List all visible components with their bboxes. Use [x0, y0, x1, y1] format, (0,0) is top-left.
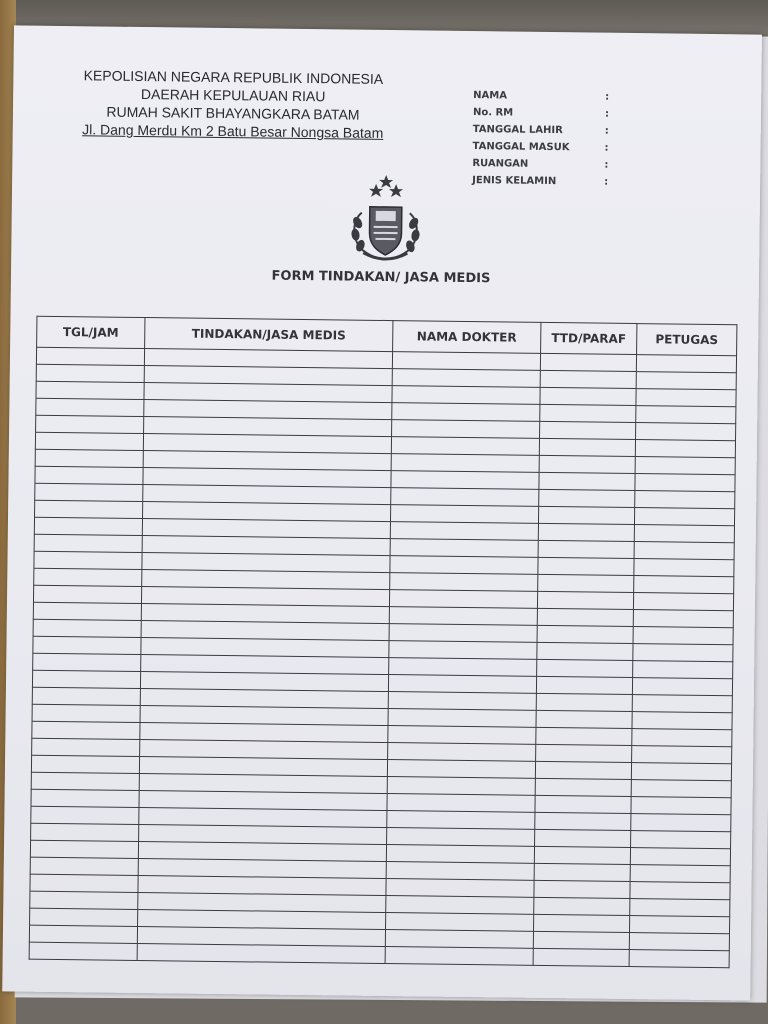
- table-cell: [388, 726, 536, 745]
- table-cell: [390, 556, 538, 575]
- table-cell: [636, 423, 736, 441]
- table-cell: [537, 591, 633, 609]
- table-cell: [34, 568, 142, 586]
- table-cell: [539, 489, 635, 507]
- table-cell: [35, 483, 143, 501]
- table-cell: [388, 675, 536, 694]
- table-cell: [537, 659, 633, 677]
- table-cell: [629, 916, 729, 934]
- table-cell: [29, 925, 137, 943]
- table-cell: [32, 670, 140, 688]
- table-cell: [633, 644, 733, 662]
- police-emblem-icon: [337, 174, 434, 263]
- table-cell: [536, 676, 632, 694]
- table-cell: [636, 355, 736, 373]
- table-cell: [386, 913, 534, 932]
- table-cell: [30, 840, 138, 858]
- table-cell: [540, 387, 636, 405]
- table-cell: [30, 891, 138, 909]
- table-cell: [385, 930, 533, 949]
- table-cell: [632, 712, 732, 730]
- table-cell: [631, 763, 731, 781]
- patient-info-label: TANGGAL MASUK: [472, 141, 570, 154]
- table-cell: [391, 488, 539, 507]
- table-cell: [630, 899, 730, 917]
- table-cell: [387, 828, 535, 847]
- police-emblem-svg: [337, 174, 434, 263]
- table-cell: [34, 517, 142, 535]
- table-cell: [31, 806, 139, 824]
- patient-info-row: [472, 172, 652, 191]
- table-cell: [35, 432, 143, 450]
- table-cell: [31, 755, 139, 773]
- header-line-3: RUMAH SAKIT BHAYANGKARA BATAM: [106, 103, 360, 123]
- institution-header: [53, 66, 414, 142]
- table-cell: [386, 862, 534, 881]
- table-cell: [539, 455, 635, 473]
- table-cell: [391, 471, 539, 490]
- table-cell: [538, 540, 634, 558]
- table-cell: [634, 559, 734, 577]
- table-cell: [540, 353, 636, 371]
- table-cell: [633, 610, 733, 628]
- table-cell: [634, 576, 734, 594]
- table-cell: [535, 761, 631, 779]
- table-cell: [386, 845, 534, 864]
- table-cell: [392, 386, 540, 405]
- table-cell: [392, 369, 540, 388]
- table-cell: [387, 777, 535, 796]
- table-cell: [636, 406, 736, 424]
- table-cell: [538, 574, 634, 592]
- table-cell: [636, 372, 736, 390]
- table-cell: [536, 693, 632, 711]
- table-cell: [387, 811, 535, 830]
- table-body: [29, 347, 736, 968]
- table-cell: [390, 539, 538, 558]
- table-cell: [391, 454, 539, 473]
- column-header-action: TINDAKAN/JASA MEDIS: [145, 318, 393, 352]
- table-cell: [536, 727, 632, 745]
- table-cell: [632, 678, 732, 696]
- medical-action-table: [29, 316, 738, 969]
- table-cell: [386, 879, 534, 898]
- table-cell: [534, 897, 630, 915]
- table-cell: [35, 500, 143, 518]
- table-cell: [385, 947, 533, 966]
- table-cell: [629, 933, 729, 951]
- table-cell: [390, 573, 538, 592]
- patient-info-label: JENIS KELAMIN: [472, 175, 557, 188]
- table-cell: [387, 760, 535, 779]
- table-cell: [33, 619, 141, 637]
- table-cell: [36, 347, 144, 365]
- table-cell: [390, 505, 538, 524]
- table-cell: [35, 449, 143, 467]
- table-cell: [633, 627, 733, 645]
- table-cell: [388, 692, 536, 711]
- table-cell: [32, 738, 140, 756]
- table-cell: [540, 370, 636, 388]
- patient-info-label: No. RM: [472, 107, 514, 119]
- patient-info-label: TANGGAL LAHIR: [472, 124, 563, 137]
- table-cell: [633, 661, 733, 679]
- table-cell: [30, 857, 138, 875]
- table-cell: [387, 794, 535, 813]
- table-cell: [634, 525, 734, 543]
- table-cell: [635, 457, 735, 475]
- table-cell: [635, 474, 735, 492]
- table-cell: [33, 585, 141, 603]
- table-cell: [392, 403, 540, 422]
- table-cell: [389, 658, 537, 677]
- table-cell: [631, 831, 731, 849]
- table-cell: [534, 846, 630, 864]
- column-header-date-time: TGL/JAM: [37, 316, 145, 348]
- form-title: FORM TINDAKAN/ JASA MEDIS: [271, 268, 491, 287]
- table-cell: [634, 542, 734, 560]
- table-cell: [535, 812, 631, 830]
- table-cell: [633, 593, 733, 611]
- patient-info-label: RUANGAN: [472, 158, 529, 170]
- table-cell: [31, 772, 139, 790]
- patient-info-colon: :: [604, 176, 609, 188]
- header-line-1: KEPOLISIAN NEGARA REPUBLIK INDONESIA: [83, 67, 384, 87]
- table-cell: [392, 420, 540, 439]
- table-cell: [389, 641, 537, 660]
- table-cell: [533, 948, 629, 966]
- patient-info-colon: :: [604, 142, 609, 154]
- table-cell: [635, 491, 735, 509]
- table-cell: [535, 829, 631, 847]
- table-cell: [535, 778, 631, 796]
- patient-info-row: [473, 87, 653, 106]
- table-cell: [32, 704, 140, 722]
- table-cell: [533, 914, 629, 932]
- table-cell: [30, 908, 138, 926]
- table-cell: [540, 404, 636, 422]
- table-cell: [629, 950, 729, 968]
- table-cell: [632, 746, 732, 764]
- table-cell: [634, 508, 734, 526]
- table-cell: [635, 440, 735, 458]
- table-cell: [535, 795, 631, 813]
- header-address: Jl. Dang Merdu Km 2 Batu Besar Nongsa Batam: [82, 121, 384, 141]
- table-cell: [636, 389, 736, 407]
- table-cell: [537, 642, 633, 660]
- patient-info-colon: :: [604, 108, 610, 120]
- table-cell: [536, 710, 632, 728]
- table-cell: [32, 687, 140, 705]
- table-cell: [34, 551, 142, 569]
- table-cell: [537, 625, 633, 643]
- patient-info-block: [472, 87, 653, 191]
- table-cell: [390, 522, 538, 541]
- table-cell: [389, 607, 537, 626]
- table-cell: [534, 880, 630, 898]
- patient-info-label: NAMA: [473, 90, 508, 102]
- table-cell: [33, 602, 141, 620]
- table-cell: [630, 882, 730, 900]
- table-cell: [386, 896, 534, 915]
- table-cell: [630, 865, 730, 883]
- table-cell: [389, 590, 537, 609]
- table-cell: [632, 729, 732, 747]
- table-cell: [33, 636, 141, 654]
- header-line-2: DAERAH KEPULAUAN RIAU: [140, 85, 326, 105]
- table-cell: [391, 437, 539, 456]
- table-cell: [534, 863, 630, 881]
- patient-info-colon: :: [605, 91, 610, 103]
- table-cell: [137, 944, 385, 964]
- table-cell: [533, 931, 629, 949]
- table-cell: [630, 848, 730, 866]
- table-cell: [33, 653, 141, 671]
- table-cell: [537, 608, 633, 626]
- table-cell: [388, 743, 536, 762]
- table-cell: [35, 466, 143, 484]
- table-cell: [538, 557, 634, 575]
- table-cell: [388, 709, 536, 728]
- table-cell: [539, 472, 635, 490]
- patient-info-row: [473, 104, 653, 123]
- table-cell: [539, 438, 635, 456]
- table-cell: [36, 381, 144, 399]
- patient-info-row: [472, 138, 652, 157]
- table-cell: [36, 415, 144, 433]
- form-page: [2, 25, 762, 1000]
- column-header-officer: PETUGAS: [637, 324, 737, 356]
- patient-info-row: [472, 155, 652, 174]
- patient-info-row: [473, 121, 653, 140]
- table-cell: [30, 874, 138, 892]
- column-header-doctor-name: NAMA DOKTER: [393, 321, 541, 354]
- table-cell: [538, 506, 634, 524]
- table-cell: [31, 823, 139, 841]
- table-cell: [632, 695, 732, 713]
- table-cell: [631, 814, 731, 832]
- column-header-signature: TTD/PARAF: [541, 322, 637, 354]
- table-cell: [31, 789, 139, 807]
- table-cell: [538, 523, 634, 541]
- table-cell: [32, 721, 140, 739]
- table-cell: [392, 352, 540, 371]
- patient-info-colon: :: [604, 125, 609, 137]
- table-cell: [536, 744, 632, 762]
- patient-info-colon: :: [604, 159, 609, 171]
- table-cell: [540, 421, 636, 439]
- table-cell: [34, 534, 142, 552]
- table-cell: [389, 624, 537, 643]
- table-cell: [631, 797, 731, 815]
- table-cell: [36, 398, 144, 416]
- table-cell: [36, 364, 144, 382]
- table-cell: [631, 780, 731, 798]
- table-cell: [29, 942, 137, 960]
